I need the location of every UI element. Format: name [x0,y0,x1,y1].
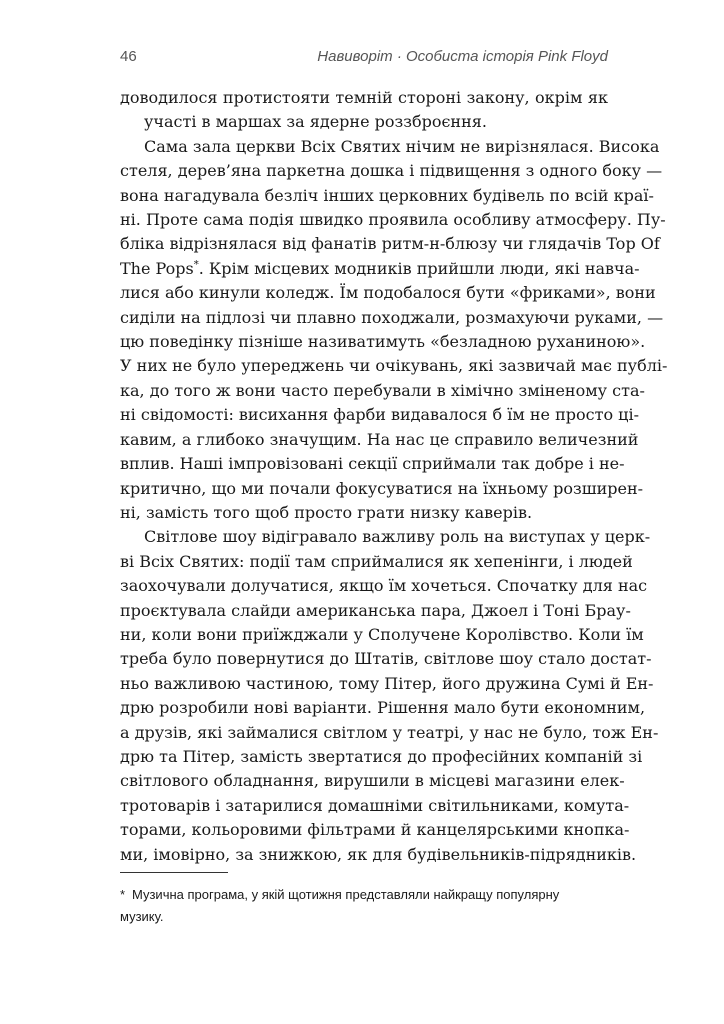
text-line: вона нагадувала безліч інших церковних будівель по всій краї- [120,185,654,205]
footnote-reference[interactable]: * [193,259,199,271]
text-line-with-footnote-ref [120,257,640,281]
text-line: заохочували долучатися, якщо їм хочеться. Спочатку для нас [120,576,648,596]
text-fragment: . Крім місцевих модників прийшли люди, які навча- [198,258,640,278]
text-line: тротоварів і затарилися домашніми світильниками, комута- [120,795,630,815]
text-line: торами, кольоровими фільтрами й канцелярськими кнопка- [120,820,630,840]
footnote-text: Музична програма, у якій щотижня представляли найкращу популярну [132,887,560,902]
text-line: ні, замість того щоб просто грати низку каверів. [120,502,533,522]
footnote-marker: * [120,887,126,902]
text-line: сиділи на підлозі чи плавно походжали, розмахуючи руками, — [120,307,664,327]
text-line: дрю та Пітер, замість звертатися до професійних компаній зі [120,746,643,766]
footnote-line [120,884,608,906]
text-line: треба було повернутися до Штатів, світлове шоу стало достат- [120,649,652,669]
text-line: ні. Проте сама подія швидко проявила особливу атмосферу. Пу- [120,210,666,230]
text-line: участі в маршах за ядерне роззброєння. [144,112,487,132]
text-line: ка, до того ж вони часто перебували в хімічно зміненому ста- [120,380,645,400]
text-line: світлового обладнання, вирушили в місцеві магазини елек- [120,771,625,791]
text-line: вплив. Наші імпровізовані секції сприймали так добре і не- [120,454,625,474]
text-fragment: The Pops [120,258,194,278]
text-line: У них не було упереджень чи очікувань, які зазвичай має публі- [120,356,668,376]
paragraph-1 [120,86,608,135]
text-line: ві Всіх Святих: події там сприймалися як хепенінги, і людей [120,551,633,571]
text-line: ні свідомості: висихання фарби видавалося б їм не просто ці- [120,405,639,425]
footnote-divider [120,872,228,873]
text-line: кавим, а глибоко значущим. На нас це справило величезний [120,429,639,449]
text-line: ми, імовірно, за знижкою, як для будівельників-підрядників. [120,844,637,864]
footnote-line: музику. [120,909,164,924]
text-line: проєктувала слайди американська пара, Джоел і Тоні Брау- [120,600,631,620]
text-line: ни, коли вони приїжджали у Сполучене Королівство. Коли їм [120,624,644,644]
text-line: доводилося протистояти темній стороні закону, окрім як [120,88,608,107]
text-line: цю поведінку пізніше називатимуть «безладною руханиною». [120,332,646,352]
text-line: лися або кинули коледж. Їм подобалося бути «фриками», вони [120,283,656,303]
running-title: Навиворіт · Особиста історія Pink Floyd [317,48,608,65]
text-line: Сама зала церкви Всіх Святих нічим не вирізнялася. Висока [144,136,660,156]
body-text [120,86,668,867]
text-line: критично, що ми почали фокусуватися на їхньому розширен- [120,478,644,498]
running-head [120,48,608,72]
text-line: стеля, дерев’яна паркетна дошка і підвищення з одного боку — [120,161,663,181]
text-line: а друзів, які займалися світлом у театрі, у нас не було, тож Ен- [120,722,659,742]
text-line: Світлове шоу відігравало важливу роль на виступах у церк- [144,527,651,547]
text-line: ньо важливою частиною, тому Пітер, його дружина Сумі й Ен- [120,673,654,693]
page-number: 46 [120,48,137,65]
paragraph-3 [120,525,659,867]
text-line: дрю розробили нові варіанти. Рішення мало бути економним, [120,698,646,718]
text-line: бліка відрізнялася від фанатів ритм-н-блюзу чи глядачів Top Of [120,234,660,254]
footnote [120,884,608,928]
paragraph-2 [120,135,668,526]
